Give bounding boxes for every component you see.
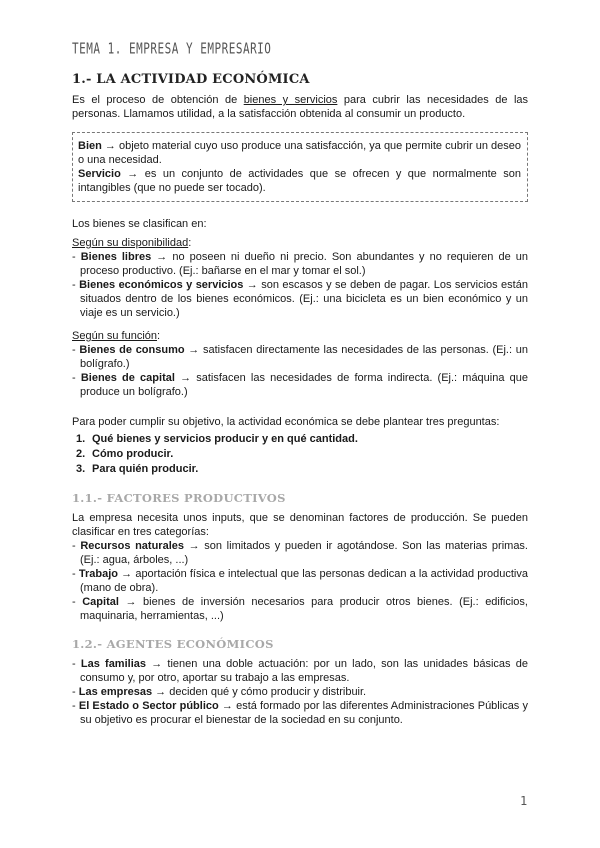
list-item: - Bienes de consumo → satisfacen directamente las necesidades de las personas. (Ej.: un bolígrafo.) <box>72 344 528 370</box>
item-term: Capital <box>82 596 119 608</box>
item-text: Qué bienes y servicios producir y en qué cantidad. <box>92 433 358 445</box>
factores-intro: La empresa necesita unos inputs, que se denominan factores de producción. Se pueden clasificar en tres categorías: <box>72 512 528 538</box>
item-term: Bienes de consumo <box>79 344 185 356</box>
item-text: → está formado por las diferentes Administraciones Públicas y su objetivo es procurar el bienestar de la sociedad en su conjunto. <box>80 700 528 726</box>
disponibilidad-list <box>72 250 528 320</box>
list-item: - Las empresas → deciden qué y cómo producir y distribuir. <box>72 686 367 698</box>
questions-intro: Para poder cumplir su objetivo, la actividad económica se debe plantear tres preguntas: <box>72 416 500 428</box>
item-term: Bienes de capital <box>80 372 175 384</box>
item-number: 3. <box>76 463 86 475</box>
intro-text-a: Es el proceso de obtención de <box>72 94 244 106</box>
item-term: Las empresas <box>78 686 153 698</box>
item-term: Bienes económicos y servicios <box>79 279 244 291</box>
intro-text-b: para cubrir las necesidades de las personas. Llamamos utilidad, a la satisfacción obtenida al consumir un producto. <box>72 94 529 120</box>
item-term: Recursos naturales <box>80 540 185 552</box>
intro-underlined: bienes y servicios <box>243 94 338 106</box>
list-item: - Las familias → tienen una doble actuación: por un lado, son las unidades básicas de consumo y, por otro, aportar su trabajo a las empresas. <box>72 658 528 684</box>
definition-bien <box>78 139 521 167</box>
funcion-heading: Según su función: <box>72 330 161 342</box>
list-item: - Recursos naturales → son limitados y pueden ir agotándose. Son las materias primas. (Ej.: agua, árboles, ...) <box>72 540 528 566</box>
list-item: - El Estado o Sector público → está formado por las diferentes Administraciones Públicas y su objetivo es procurar el bienestar de la sociedad en su conjunto. <box>72 700 528 726</box>
item-term: Trabajo <box>78 568 118 580</box>
item-text: → son escasos y se deben de pagar. Los servicios están situados dentro de los bienes económicos. (Ej.: una bicicleta es un bien económico y un viaje es un servicio.) <box>80 279 528 319</box>
list-item: - Trabajo → aportación física e intelectual que las personas dedican a la actividad productiva (mano de obra). <box>72 568 528 594</box>
item-text: Para quién producir. <box>92 463 199 475</box>
questions-list <box>72 432 528 477</box>
item-text: → deciden qué y cómo producir y distribuir. <box>152 686 367 698</box>
item-term: Bienes libres <box>80 251 152 263</box>
list-item: - Bienes económicos y servicios → son escasos y se deben de pagar. Los servicios están situados dentro de los bienes económicos. (Ej.: una bicicleta es un bien económico y un viaje es un servicio.) <box>72 279 528 319</box>
classify-intro: Los bienes se clasifican en: <box>72 218 207 230</box>
agentes-list <box>72 657 528 727</box>
page-header: TEMA 1. EMPRESA Y EMPRESARIO <box>72 40 272 58</box>
item-number: 1. <box>76 433 86 445</box>
item-text: → no poseen ni dueño ni precio. Son abundantes y no requieren de un proceso productivo. (Ej.: bañarse en el mar y tomar el sol.) <box>80 251 528 277</box>
item-text: → aportación física e intelectual que las personas dedican a la actividad productiva (mano de obra). <box>80 568 528 594</box>
item-term: El Estado o Sector público <box>78 700 219 712</box>
item-text: → son limitados y pueden ir agotándose. Son las materias primas. (Ej.: agua, árboles, ...) <box>80 540 528 566</box>
item-text: Cómo producir. <box>92 448 174 460</box>
servicio-term: Servicio <box>78 168 121 180</box>
item-number: 2. <box>76 448 86 460</box>
list-item <box>72 447 528 462</box>
section-title-factores: 1.1.- FACTORES PRODUCTIVOS <box>72 491 286 505</box>
intro-paragraph <box>72 93 528 121</box>
funcion-heading-text: Según su función <box>72 330 158 342</box>
bien-term: Bien <box>78 140 102 152</box>
page-content <box>72 72 528 727</box>
factores-list <box>72 539 528 623</box>
item-text: → bienes de inversión necesarios para producir otros bienes. (Ej.: edificios, maquinaria, herramientas, ...) <box>80 596 528 622</box>
item-term: Las familias <box>80 658 146 670</box>
item-text: → satisfacen las necesidades de forma indirecta. (Ej.: máquina que produce un bolígrafo.) <box>80 372 528 398</box>
item-text: → tienen una doble actuación: por un lado, son las unidades básicas de consumo y, por otro, aportar su trabajo a las empresas. <box>80 658 528 684</box>
servicio-definition: → es un conjunto de actividades que se ofrecen y que normalmente son intangibles (que no puede ser tocado). <box>78 168 521 194</box>
funcion-list <box>72 343 528 399</box>
section-title-actividad: 1.- LA ACTIVIDAD ECONÓMICA <box>72 72 310 87</box>
list-item <box>72 462 528 477</box>
list-item: - Bienes de capital → satisfacen las necesidades de forma indirecta. (Ej.: máquina que produce un bolígrafo.) <box>72 372 528 398</box>
disponibilidad-heading: Según su disponibilidad: <box>72 237 192 249</box>
disponibilidad-heading-text: Según su disponibilidad <box>72 237 189 249</box>
bien-definition: → objeto material cuyo uso produce una satisfacción, ya que permite cubrir un deseo o una necesidad. <box>78 140 521 166</box>
list-item: - Capital → bienes de inversión necesarios para producir otros bienes. (Ej.: edificios, maquinaria, herramientas, ...) <box>72 596 528 622</box>
page-number: 1 <box>520 794 528 808</box>
list-item <box>72 432 528 447</box>
definition-servicio <box>78 167 521 195</box>
section-title-agentes: 1.2.- AGENTES ECONÓMICOS <box>72 637 274 651</box>
list-item: - Bienes libres → no poseen ni dueño ni precio. Son abundantes y no requieren de un proceso productivo. (Ej.: bañarse en el mar y tomar el sol.) <box>72 251 528 277</box>
definitions-box <box>72 132 528 202</box>
item-text: → satisfacen directamente las necesidades de las personas. (Ej.: un bolígrafo.) <box>80 344 528 370</box>
